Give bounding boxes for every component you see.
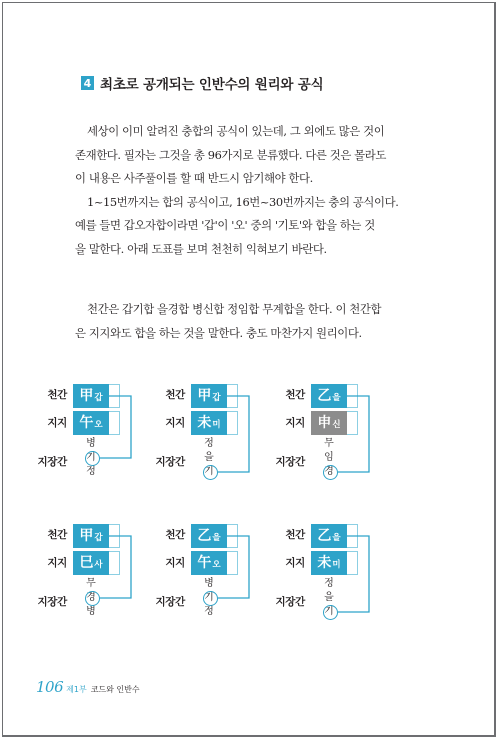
stem-hanja: 甲: [197, 388, 212, 404]
label-cheongan: 천간: [165, 529, 185, 541]
hidden-stem: 무: [324, 438, 334, 449]
paragraph-line: 이 내용은 사주풀이를 할 때 반드시 암기해야 한다.: [75, 171, 313, 185]
branch-hanja: 午: [197, 555, 212, 571]
stem-hangul: 갑: [94, 533, 103, 543]
hidden-stem-diagram: [151, 381, 271, 501]
hidden-stem: 기: [204, 466, 214, 477]
paragraph-line: 존재한다. 필자는 그것을 총 96가지로 분류했다. 다른 것은 몰라도: [75, 147, 386, 162]
hidden-stem: 임: [324, 452, 334, 463]
hidden-stem: 을: [204, 452, 214, 463]
branch-hanja: 巳: [79, 555, 94, 571]
label-jiji: 지지: [47, 417, 67, 429]
paragraph-2: [75, 298, 430, 345]
stem-box: [191, 384, 227, 408]
hidden-stem-diagram: [271, 381, 391, 501]
label-jiji: 지지: [285, 557, 305, 569]
branch-hanja: 未: [197, 415, 212, 431]
branch-box: [311, 411, 347, 435]
label-cheongan: 천간: [285, 529, 305, 541]
branch-hanja: 申: [317, 415, 332, 431]
stem-frame: [109, 384, 120, 408]
stem-hangul: 을: [332, 533, 341, 543]
stem-frame: [227, 384, 238, 408]
stem-hanja: 乙: [197, 528, 212, 544]
stem-hanja: 甲: [79, 388, 94, 404]
hidden-stem: 기: [86, 452, 96, 463]
hidden-stem: 기: [324, 606, 334, 617]
hidden-stem: 병: [86, 606, 96, 617]
label-cheongan: 천간: [47, 529, 67, 541]
hidden-stem: 을: [324, 592, 334, 603]
label-jijanggan: 지장간: [155, 596, 185, 608]
branch-hanja: 午: [79, 415, 94, 431]
branch-frame: [227, 551, 238, 575]
hidden-stem: 병: [86, 438, 96, 449]
hidden-stem-diagram: [33, 381, 153, 501]
stem-box: [73, 384, 109, 408]
branch-frame: [109, 411, 120, 435]
footer-part: 제1부: [66, 685, 87, 694]
label-jiji: 지지: [165, 417, 185, 429]
footer-chapter: 코드와 인반수: [90, 685, 140, 694]
label-jijanggan: 지장간: [37, 596, 67, 608]
hidden-stem-diagram: [151, 521, 271, 641]
branch-hangul: 신: [332, 420, 341, 430]
branch-hangul: 오: [212, 560, 221, 570]
paragraph-line: 세상이 이미 알려진 충합의 공식이 있는데, 그 외에도 많은 것이: [87, 124, 385, 138]
hidden-stem: 정: [86, 466, 96, 477]
stem-hanja: 乙: [317, 528, 332, 544]
branch-box: [191, 411, 227, 435]
book-page: [2, 2, 496, 737]
combine-circle: [85, 451, 100, 466]
hidden-stem: 기: [204, 592, 214, 603]
combine-circle: [85, 591, 100, 606]
label-cheongan: 천간: [285, 389, 305, 401]
label-jijanggan: 지장간: [37, 456, 67, 468]
branch-hangul: 미: [332, 560, 341, 570]
label-cheongan: 천간: [47, 389, 67, 401]
stem-hangul: 갑: [212, 393, 221, 403]
stem-hangul: 을: [332, 393, 341, 403]
stem-hanja: 乙: [317, 388, 332, 404]
combine-circle: [203, 465, 218, 480]
branch-frame: [347, 551, 358, 575]
stem-box: [311, 384, 347, 408]
section-title: 최초로 공개되는 인반수의 원리와 공식: [100, 77, 324, 93]
branch-hangul: 오: [94, 420, 103, 430]
branch-hanja: 未: [317, 555, 332, 571]
hidden-stem-diagram: [33, 521, 153, 641]
hidden-stem-diagram: [271, 521, 391, 641]
combine-circle: [323, 605, 338, 620]
hidden-stem: 경: [324, 466, 334, 477]
paragraph-line: 1~15번까지는 합의 공식이고, 16번~30번까지는 충의 공식이다.: [87, 194, 399, 209]
label-jiji: 지지: [47, 557, 67, 569]
label-jiji: 지지: [165, 557, 185, 569]
label-jijanggan: 지장간: [275, 456, 305, 468]
stem-frame: [347, 524, 358, 548]
branch-frame: [227, 411, 238, 435]
stem-box: [311, 524, 347, 548]
section-heading: [81, 73, 323, 93]
branch-box: [73, 411, 109, 435]
stem-box: [191, 524, 227, 548]
branch-box: [311, 551, 347, 575]
label-jijanggan: 지장간: [155, 456, 185, 468]
paragraph-line: 천간은 갑기합 을경합 병신합 정임합 무계합을 한다. 이 천간합: [87, 302, 382, 316]
paragraph-1: [75, 120, 430, 261]
branch-hangul: 사: [94, 560, 103, 570]
hidden-stem: 경: [86, 592, 96, 603]
page-number: 106: [36, 678, 64, 696]
branch-frame: [109, 551, 120, 575]
paragraph-line: 예를 들면 갑오자합이라면 '갑'이 '오' 중의 '기토'와 합을 하는 것: [75, 218, 375, 232]
stem-frame: [347, 384, 358, 408]
stem-hanja: 甲: [79, 528, 94, 544]
stem-frame: [227, 524, 238, 548]
label-cheongan: 천간: [165, 389, 185, 401]
branch-box: [73, 551, 109, 575]
hidden-stem: 정: [324, 578, 334, 589]
branch-frame: [347, 411, 358, 435]
page-footer: [36, 678, 140, 696]
combine-circle: [323, 465, 338, 480]
branch-box: [191, 551, 227, 575]
paragraph-line: 은 지지와도 합을 하는 것을 말한다. 충도 마찬가지 원리이다.: [75, 325, 362, 340]
hidden-stem: 병: [204, 578, 214, 589]
branch-hangul: 미: [212, 420, 221, 430]
paragraph-line: 을 말한다. 아래 도표를 보며 천천히 익혀보기 바란다.: [75, 241, 327, 256]
hidden-stem: 정: [204, 438, 214, 449]
stem-hangul: 을: [212, 533, 221, 543]
hidden-stem: 무: [86, 578, 96, 589]
section-number-badge: 4: [81, 76, 94, 90]
label-jijanggan: 지장간: [275, 596, 305, 608]
label-jiji: 지지: [285, 417, 305, 429]
combine-circle: [203, 591, 218, 606]
hidden-stem: 정: [204, 606, 214, 617]
stem-box: [73, 524, 109, 548]
stem-frame: [109, 524, 120, 548]
stem-hangul: 갑: [94, 393, 103, 403]
